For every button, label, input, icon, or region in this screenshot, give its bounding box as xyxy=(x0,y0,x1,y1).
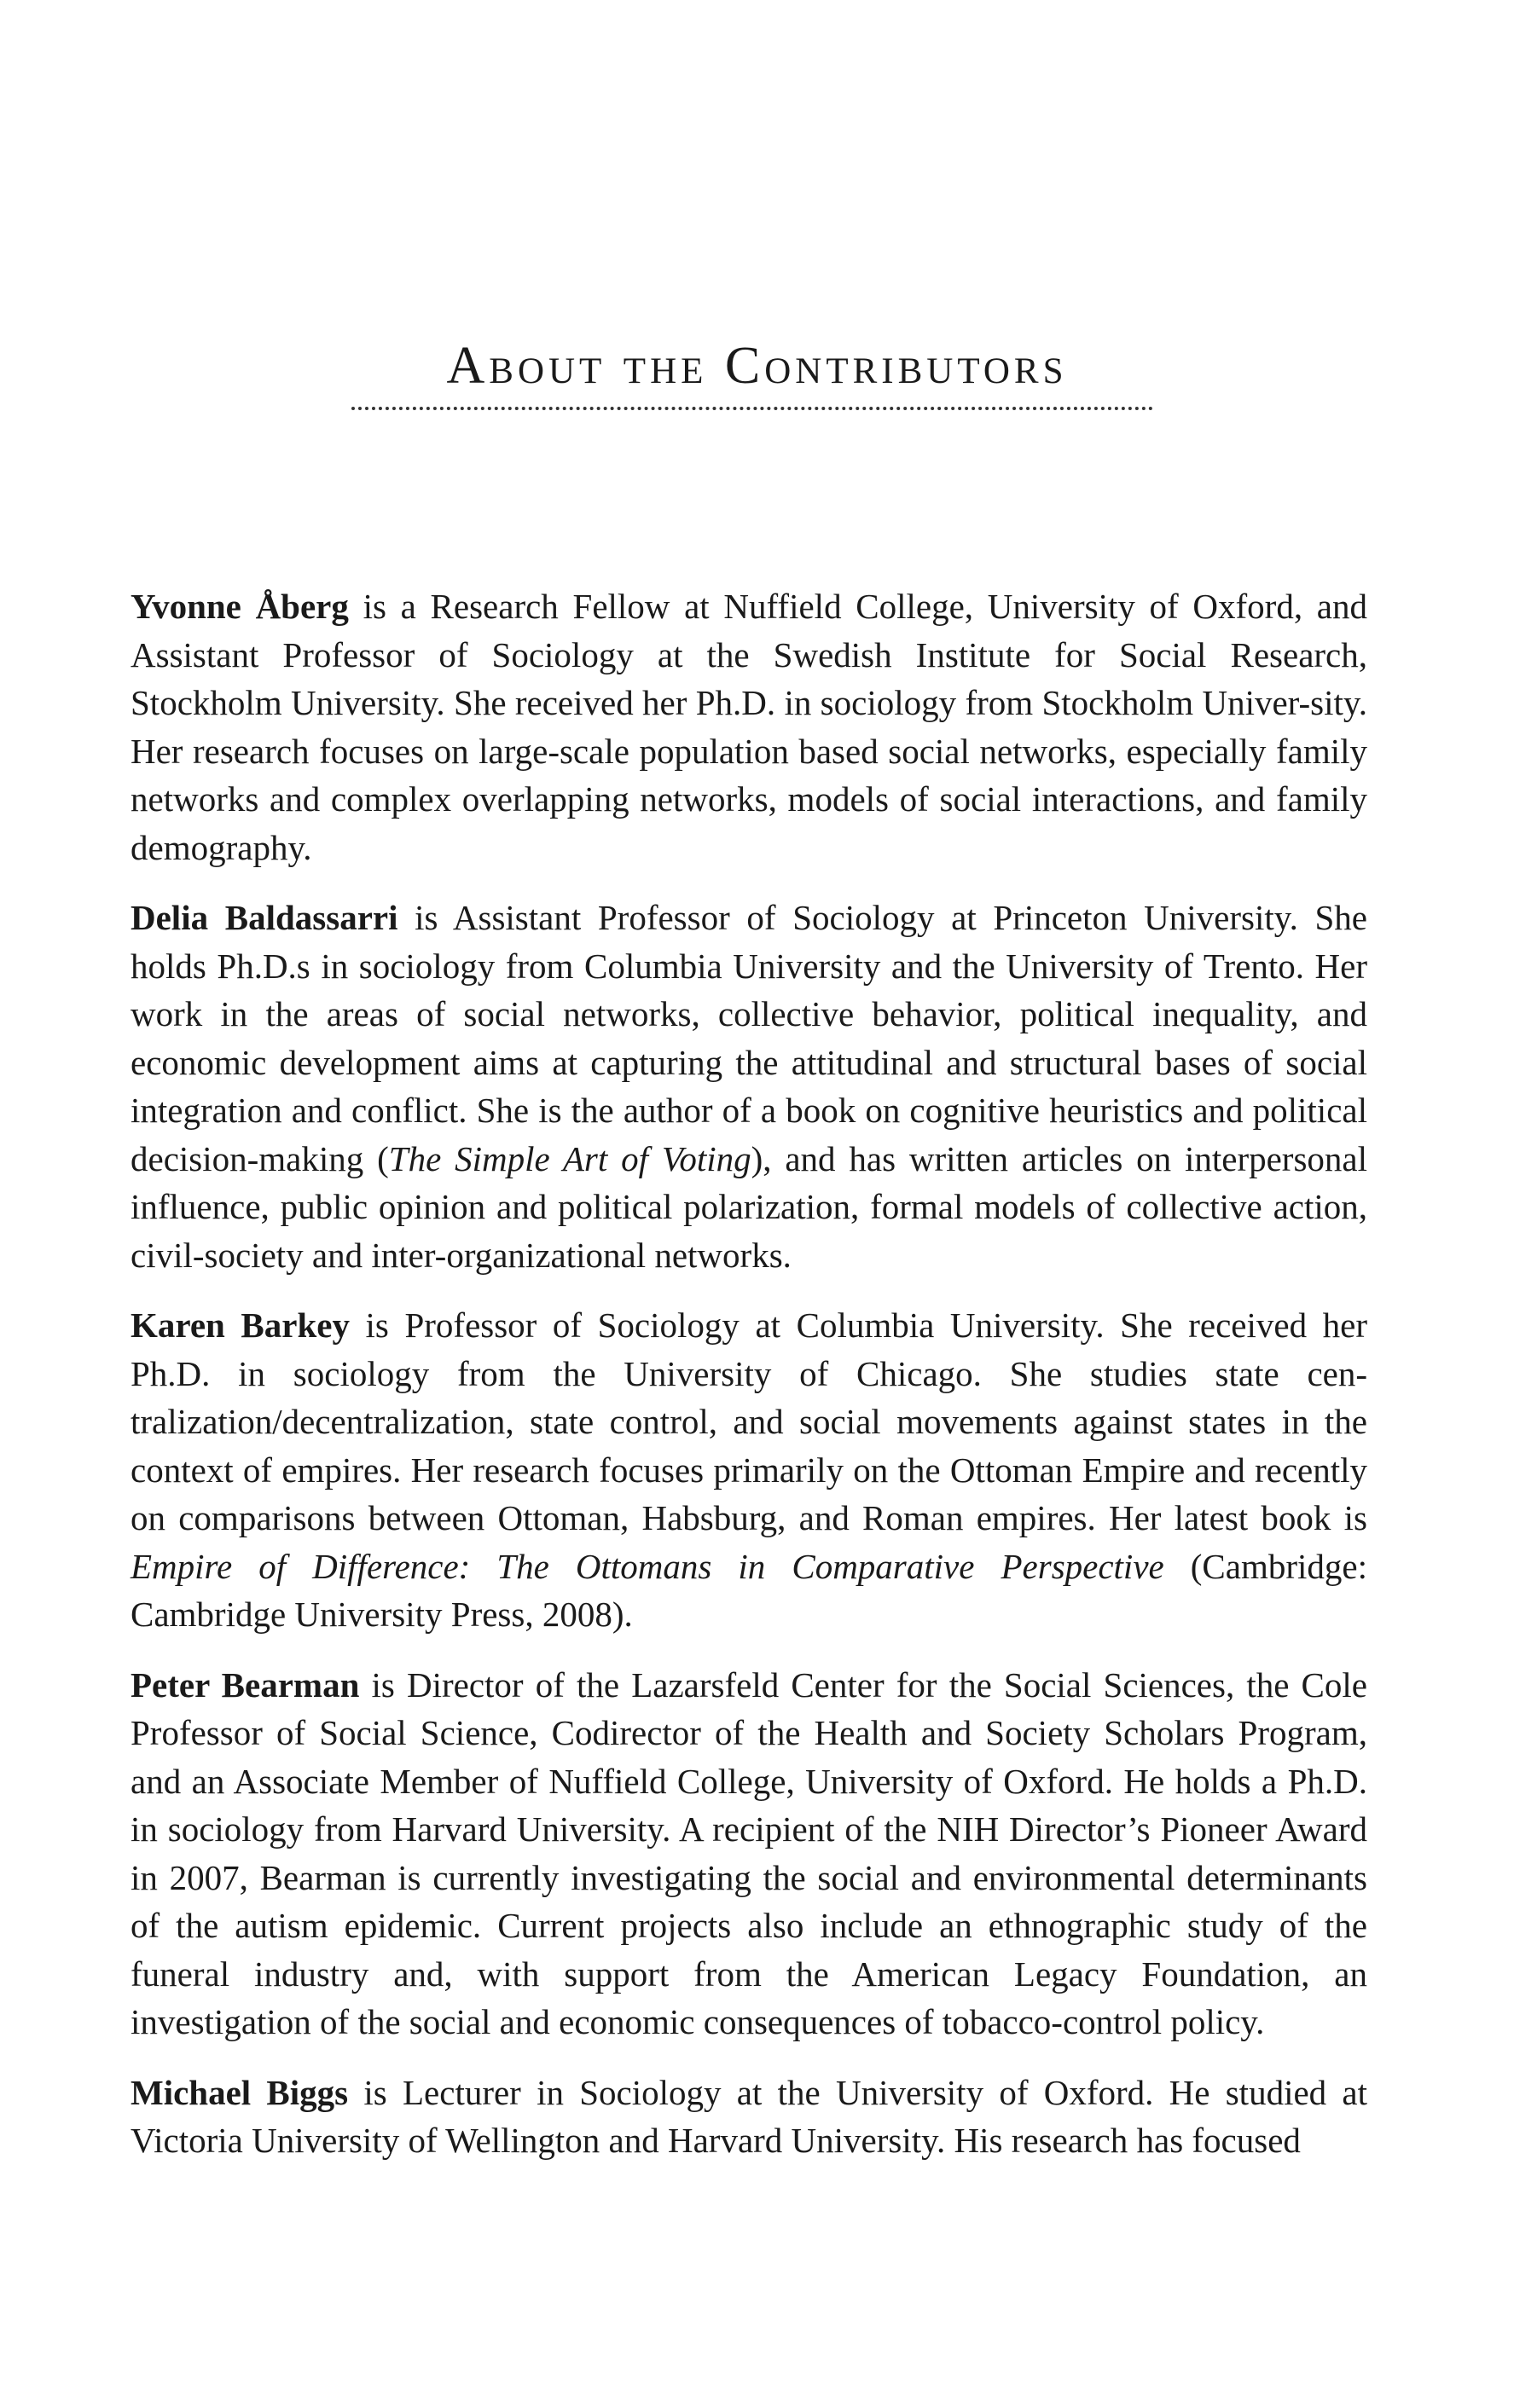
contributors-list xyxy=(131,582,1367,2187)
contributor-bio-continued: ), and has written articles on interpersonal influence, public opinion and political polarization, formal models of collective action, civil-society and inter-organizational networks. xyxy=(131,1138,1368,1275)
contributor-bio: is Professor of Sociology at Columbia University. She received her Ph.D. in sociology from the University of Chicago. She studies state cen-tralization/decentralization, state control, and social movements against states in the context of empires. Her research focuses primarily on the Ottoman Empire and recently on comparisons between Ottoman, Habsburg, and Roman empires. Her latest book is xyxy=(131,1305,1367,1537)
contributor-entry-biggs xyxy=(131,2069,1367,2165)
contributor-entry-barkey xyxy=(131,1301,1367,1639)
contributor-name: Peter Bearman xyxy=(131,1664,360,1705)
contributor-name: Karen Barkey xyxy=(131,1305,350,1345)
contributor-bio: is Director of the Lazarsfeld Center for the Social Sciences, the Cole Professor of Social Science, Codirector of the Health and Society Scholars Program, and an Associate Member of Nuffield College, University of Oxford. He holds a Ph.D. in sociology from Harvard University. A recipient of the NIH Director’s Pioneer Award in 2007, Bearman is currently investigating the social and environmental determinants of the autism epidemic. Current projects also include an ethnographic study of the funeral industry and, with support from the American Legacy Foundation, an investigation of the social and economic consequences of tobacco-control policy. xyxy=(131,1664,1367,2041)
contributor-entry-baldassarri xyxy=(131,894,1367,1279)
contributor-name: Yvonne Åberg xyxy=(131,587,349,626)
contributor-name: Michael Biggs xyxy=(131,2072,349,2112)
heading-dotted-rule xyxy=(351,407,1153,410)
contributor-bio-continued: (Cambridge: Cambridge University Press, 2008). xyxy=(131,1546,1367,1634)
contributor-bio: is Lecturer in Sociology at the University of Oxford. He studied at Victoria University of Wellington and Harvard University. His research has focused xyxy=(131,2072,1367,2160)
contributor-entry-aberg xyxy=(131,582,1367,871)
contributor-bio: is Assistant Professor of Sociology at Princeton University. She holds Ph.D.s in sociology from Columbia University and the University of Trento. Her work in the areas of social networks, collective behavior, political inequality, and economic development aims at capturing the attitudinal and structural bases of social integration and conflict. She is the author of a book on cognitive heuristics and political decision-making ( xyxy=(131,898,1367,1178)
contributor-name: Delia Baldassarri xyxy=(131,898,398,937)
contributor-bio: is a Research Fellow at Nuffield College, University of Oxford, and Assistant Professor of Sociology at the Swedish Institute for Social Research, Stockholm University. She received her Ph.D. in sociology from Stockholm Univer-sity. Her research focuses on large-scale population based social networks, especially family networks and complex overlapping networks, models of social interactions, and family demography. xyxy=(131,587,1367,867)
book-title: Empire of Difference: The Ottomans in Comparative Perspective xyxy=(131,1546,1164,1586)
contributor-entry-bearman xyxy=(131,1661,1367,2046)
page-title: About the Contributors xyxy=(446,337,1068,395)
book-title: The Simple Art of Voting xyxy=(388,1138,751,1178)
